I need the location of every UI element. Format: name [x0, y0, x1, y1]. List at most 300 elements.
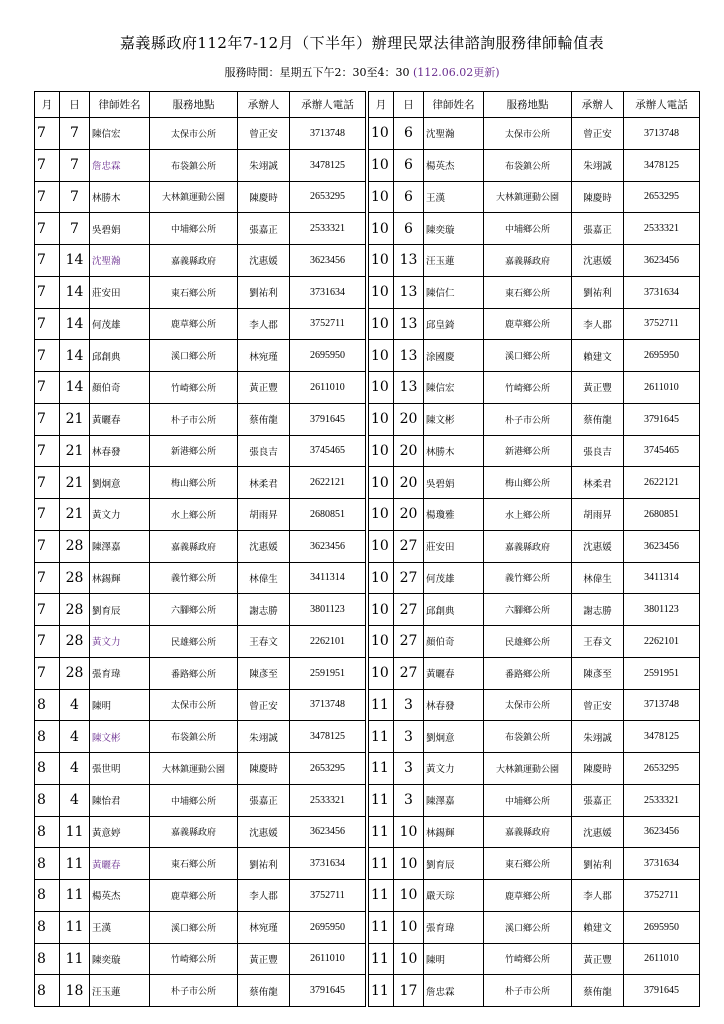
table-row	[35, 435, 366, 467]
day-cell: 14	[60, 276, 90, 308]
month-cell: 7	[35, 213, 60, 245]
lawyer-name-cell: 汪玉蓮	[90, 975, 150, 1007]
table-row	[369, 626, 700, 658]
phone-cell: 3713748	[624, 689, 700, 721]
month-cell: 10	[369, 657, 394, 689]
table-row	[35, 943, 366, 975]
staff-cell: 沈惠媛	[572, 530, 624, 562]
location-cell: 東石鄉公所	[150, 848, 238, 880]
lawyer-name-cell: 林錫輝	[90, 562, 150, 594]
day-cell: 11	[60, 880, 90, 912]
day-cell: 4	[60, 753, 90, 785]
table-row	[369, 308, 700, 340]
schedule-body-right	[369, 118, 700, 1007]
table-row	[369, 657, 700, 689]
location-cell: 溪口鄉公所	[484, 340, 572, 372]
month-cell: 7	[35, 467, 60, 499]
staff-cell: 蔡侑龍	[238, 975, 290, 1007]
day-cell: 10	[394, 943, 424, 975]
month-cell: 10	[369, 435, 394, 467]
staff-cell: 劉祐利	[572, 848, 624, 880]
lawyer-name-cell: 沈聖瀚	[424, 118, 484, 150]
lawyer-name-cell: 莊安田	[90, 276, 150, 308]
phone-cell: 2611010	[290, 943, 366, 975]
header-month: 月	[369, 92, 394, 118]
staff-cell: 朱翊誠	[572, 721, 624, 753]
staff-cell: 陳彥至	[238, 657, 290, 689]
day-cell: 27	[394, 626, 424, 658]
month-cell: 10	[369, 562, 394, 594]
phone-cell: 3713748	[290, 118, 366, 150]
staff-cell: 黃正豐	[572, 943, 624, 975]
day-cell: 3	[394, 784, 424, 816]
day-cell: 13	[394, 308, 424, 340]
month-cell: 10	[369, 499, 394, 531]
header-phone: 承辦人電話	[624, 92, 700, 118]
month-cell: 7	[35, 594, 60, 626]
phone-cell: 2533321	[290, 784, 366, 816]
location-cell: 溪口鄉公所	[150, 340, 238, 372]
table-row	[369, 975, 700, 1007]
staff-cell: 謝志勝	[572, 594, 624, 626]
schedule-body-left	[35, 118, 366, 1007]
phone-cell: 3478125	[624, 149, 700, 181]
table-row	[369, 721, 700, 753]
lawyer-name-cell: 陳奕璇	[90, 943, 150, 975]
location-cell: 太保市公所	[484, 118, 572, 150]
day-cell: 20	[394, 467, 424, 499]
page-title: 嘉義縣政府112年7-12月（下半年）辦理民眾法律諮詢服務律師輪值表	[119, 34, 605, 52]
day-cell: 28	[60, 626, 90, 658]
lawyer-name-cell: 楊英杰	[90, 880, 150, 912]
lawyer-name-cell: 邱創典	[424, 594, 484, 626]
table-row	[369, 340, 700, 372]
month-cell: 10	[369, 467, 394, 499]
lawyer-name-cell: 詹忠霖	[90, 149, 150, 181]
phone-cell: 3623456	[290, 530, 366, 562]
staff-cell: 陳慶時	[572, 181, 624, 213]
location-cell: 朴子市公所	[484, 403, 572, 435]
month-cell: 10	[369, 594, 394, 626]
update-note: (112.06.02更新)	[412, 66, 500, 79]
location-cell: 水上鄉公所	[484, 499, 572, 531]
day-cell: 10	[394, 816, 424, 848]
table-row	[35, 149, 366, 181]
table-row	[35, 340, 366, 372]
phone-cell: 2611010	[290, 372, 366, 404]
location-cell: 竹崎鄉公所	[484, 943, 572, 975]
location-cell: 番路鄉公所	[484, 657, 572, 689]
lawyer-name-cell: 黃曬春	[90, 848, 150, 880]
location-cell: 竹崎鄉公所	[150, 943, 238, 975]
phone-cell: 3623456	[624, 816, 700, 848]
day-cell: 21	[60, 499, 90, 531]
phone-cell: 3478125	[290, 149, 366, 181]
location-cell: 新港鄉公所	[484, 435, 572, 467]
lawyer-name-cell: 林春發	[90, 435, 150, 467]
lawyer-name-cell: 陳明	[90, 689, 150, 721]
table-row	[369, 753, 700, 785]
staff-cell: 張嘉正	[572, 784, 624, 816]
phone-cell: 2533321	[624, 213, 700, 245]
phone-cell: 2695950	[290, 340, 366, 372]
day-cell: 14	[60, 245, 90, 277]
month-cell: 10	[369, 308, 394, 340]
month-cell: 11	[369, 848, 394, 880]
phone-cell: 3801123	[290, 594, 366, 626]
month-cell: 7	[35, 276, 60, 308]
location-cell: 大林鎮運動公園	[484, 181, 572, 213]
day-cell: 11	[60, 911, 90, 943]
location-cell: 水上鄉公所	[150, 499, 238, 531]
lawyer-name-cell: 陳明	[424, 943, 484, 975]
header-staff: 承辦人	[238, 92, 290, 118]
lawyer-name-cell: 陳信宏	[424, 372, 484, 404]
header-location: 服務地點	[484, 92, 572, 118]
phone-cell: 2695950	[624, 911, 700, 943]
day-cell: 11	[60, 848, 90, 880]
lawyer-name-cell: 劉炯意	[90, 467, 150, 499]
month-cell: 10	[369, 340, 394, 372]
location-cell: 民雄鄉公所	[484, 626, 572, 658]
month-cell: 7	[35, 626, 60, 658]
staff-cell: 曾正安	[238, 689, 290, 721]
phone-cell: 2591951	[290, 657, 366, 689]
staff-cell: 張嘉正	[572, 213, 624, 245]
month-cell: 8	[35, 911, 60, 943]
location-cell: 布袋鎮公所	[150, 721, 238, 753]
table-row	[369, 530, 700, 562]
month-cell: 11	[369, 943, 394, 975]
day-cell: 7	[60, 149, 90, 181]
lawyer-name-cell: 王漢	[424, 181, 484, 213]
day-cell: 6	[394, 181, 424, 213]
month-cell: 10	[369, 372, 394, 404]
table-row	[369, 467, 700, 499]
day-cell: 6	[394, 213, 424, 245]
month-cell: 7	[35, 562, 60, 594]
table-row	[35, 181, 366, 213]
table-row	[369, 181, 700, 213]
month-cell: 7	[35, 435, 60, 467]
lawyer-name-cell: 陳文彬	[424, 403, 484, 435]
staff-cell: 賴建文	[572, 340, 624, 372]
table-row	[369, 689, 700, 721]
location-cell: 中埔鄉公所	[150, 213, 238, 245]
lawyer-name-cell: 劉育辰	[424, 848, 484, 880]
day-cell: 6	[394, 118, 424, 150]
staff-cell: 李人郡	[238, 308, 290, 340]
day-cell: 28	[60, 594, 90, 626]
lawyer-name-cell: 詹忠霖	[424, 975, 484, 1007]
day-cell: 10	[394, 880, 424, 912]
staff-cell: 張良吉	[572, 435, 624, 467]
day-cell: 10	[394, 911, 424, 943]
lawyer-name-cell: 張世明	[90, 753, 150, 785]
month-cell: 10	[369, 118, 394, 150]
lawyer-name-cell: 邱創典	[90, 340, 150, 372]
phone-cell: 2591951	[624, 657, 700, 689]
staff-cell: 劉祐利	[572, 276, 624, 308]
day-cell: 28	[60, 530, 90, 562]
table-row	[35, 657, 366, 689]
day-cell: 3	[394, 721, 424, 753]
staff-cell: 朱翊誠	[572, 149, 624, 181]
staff-cell: 陳慶時	[238, 181, 290, 213]
day-cell: 28	[60, 562, 90, 594]
day-cell: 14	[60, 308, 90, 340]
staff-cell: 蔡侑龍	[572, 403, 624, 435]
location-cell: 義竹鄉公所	[150, 562, 238, 594]
phone-cell: 3713748	[290, 689, 366, 721]
table-row	[35, 721, 366, 753]
header-day: 日	[394, 92, 424, 118]
lawyer-name-cell: 陳澤嘉	[90, 530, 150, 562]
phone-cell: 3623456	[290, 245, 366, 277]
location-cell: 朴子市公所	[150, 975, 238, 1007]
month-cell: 7	[35, 118, 60, 150]
day-cell: 4	[60, 721, 90, 753]
phone-cell: 2680851	[624, 499, 700, 531]
table-header-row	[35, 92, 366, 118]
staff-cell: 胡雨昇	[572, 499, 624, 531]
location-cell: 中埔鄉公所	[484, 213, 572, 245]
lawyer-name-cell: 吳碧娟	[424, 467, 484, 499]
lawyer-name-cell: 莊安田	[424, 530, 484, 562]
lawyer-name-cell: 黃文力	[90, 499, 150, 531]
lawyer-name-cell: 吳碧娟	[90, 213, 150, 245]
location-cell: 新港鄉公所	[150, 435, 238, 467]
month-cell: 10	[369, 245, 394, 277]
staff-cell: 沈惠媛	[238, 245, 290, 277]
month-cell: 7	[35, 499, 60, 531]
day-cell: 7	[60, 213, 90, 245]
staff-cell: 李人郡	[238, 880, 290, 912]
table-row	[369, 403, 700, 435]
table-row	[35, 308, 366, 340]
day-cell: 18	[60, 975, 90, 1007]
day-cell: 3	[394, 689, 424, 721]
month-cell: 7	[35, 181, 60, 213]
table-row	[369, 118, 700, 150]
staff-cell: 王春文	[572, 626, 624, 658]
table-row	[35, 784, 366, 816]
table-row	[369, 816, 700, 848]
table-row	[35, 118, 366, 150]
location-cell: 番路鄉公所	[150, 657, 238, 689]
staff-cell: 賴建文	[572, 911, 624, 943]
lawyer-name-cell: 何茂雄	[90, 308, 150, 340]
phone-cell: 2262101	[624, 626, 700, 658]
month-cell: 7	[35, 340, 60, 372]
staff-cell: 沈惠媛	[238, 530, 290, 562]
lawyer-name-cell: 楊英杰	[424, 149, 484, 181]
lawyer-name-cell: 林春發	[424, 689, 484, 721]
staff-cell: 蔡侑龍	[238, 403, 290, 435]
location-cell: 竹崎鄉公所	[484, 372, 572, 404]
location-cell: 嘉義縣政府	[484, 816, 572, 848]
lawyer-name-cell: 楊瓊雅	[424, 499, 484, 531]
schedule-table-right	[368, 91, 700, 1007]
lawyer-name-cell: 黃曬春	[90, 403, 150, 435]
staff-cell: 曾正安	[572, 689, 624, 721]
staff-cell: 黃正豐	[572, 372, 624, 404]
phone-cell: 3752711	[624, 308, 700, 340]
month-cell: 8	[35, 689, 60, 721]
month-cell: 11	[369, 784, 394, 816]
staff-cell: 張嘉正	[238, 784, 290, 816]
location-cell: 嘉義縣政府	[150, 816, 238, 848]
phone-cell: 3791645	[290, 403, 366, 435]
day-cell: 21	[60, 435, 90, 467]
month-cell: 7	[35, 308, 60, 340]
phone-cell: 3791645	[624, 975, 700, 1007]
location-cell: 鹿草鄉公所	[484, 880, 572, 912]
month-cell: 7	[35, 149, 60, 181]
day-cell: 27	[394, 562, 424, 594]
phone-cell: 3731634	[624, 276, 700, 308]
day-cell: 13	[394, 276, 424, 308]
table-row	[35, 594, 366, 626]
day-cell: 10	[394, 848, 424, 880]
month-cell: 8	[35, 975, 60, 1007]
phone-cell: 2262101	[290, 626, 366, 658]
location-cell: 梅山鄉公所	[484, 467, 572, 499]
day-cell: 27	[394, 594, 424, 626]
table-row	[369, 911, 700, 943]
day-cell: 7	[60, 181, 90, 213]
phone-cell: 3411314	[624, 562, 700, 594]
lawyer-name-cell: 黃文力	[90, 626, 150, 658]
table-header-row	[369, 92, 700, 118]
location-cell: 中埔鄉公所	[484, 784, 572, 816]
location-cell: 鹿草鄉公所	[150, 880, 238, 912]
staff-cell: 蔡侑龍	[572, 975, 624, 1007]
staff-cell: 林偉生	[238, 562, 290, 594]
table-row	[369, 149, 700, 181]
table-row	[369, 943, 700, 975]
staff-cell: 黃正豐	[238, 943, 290, 975]
phone-cell: 3731634	[290, 276, 366, 308]
day-cell: 21	[60, 403, 90, 435]
staff-cell: 沈惠媛	[238, 816, 290, 848]
lawyer-name-cell: 沈聖瀚	[90, 245, 150, 277]
header-lawyer: 律師姓名	[424, 92, 484, 118]
day-cell: 20	[394, 403, 424, 435]
phone-cell: 2695950	[624, 340, 700, 372]
phone-cell: 2533321	[624, 784, 700, 816]
table-row	[35, 848, 366, 880]
lawyer-name-cell: 涂國慶	[424, 340, 484, 372]
month-cell: 10	[369, 276, 394, 308]
phone-cell: 2622121	[624, 467, 700, 499]
day-cell: 4	[60, 784, 90, 816]
location-cell: 中埔鄉公所	[150, 784, 238, 816]
lawyer-name-cell: 王漢	[90, 911, 150, 943]
table-row	[35, 689, 366, 721]
lawyer-name-cell: 陳文彬	[90, 721, 150, 753]
day-cell: 27	[394, 530, 424, 562]
lawyer-name-cell: 林勝木	[424, 435, 484, 467]
staff-cell: 沈惠媛	[572, 816, 624, 848]
lawyer-name-cell: 黃意婷	[90, 816, 150, 848]
table-row	[369, 372, 700, 404]
lawyer-name-cell: 顏伯奇	[424, 626, 484, 658]
month-cell: 7	[35, 530, 60, 562]
table-row	[369, 784, 700, 816]
staff-cell: 黃正豐	[238, 372, 290, 404]
table-row	[369, 880, 700, 912]
day-cell: 27	[394, 657, 424, 689]
location-cell: 太保市公所	[484, 689, 572, 721]
table-row	[369, 276, 700, 308]
location-cell: 梅山鄉公所	[150, 467, 238, 499]
location-cell: 嘉義縣政府	[150, 245, 238, 277]
staff-cell: 王春文	[238, 626, 290, 658]
lawyer-name-cell: 邱皇錡	[424, 308, 484, 340]
location-cell: 太保市公所	[150, 118, 238, 150]
lawyer-name-cell: 陳澤嘉	[424, 784, 484, 816]
month-cell: 11	[369, 816, 394, 848]
staff-cell: 李人郡	[572, 880, 624, 912]
day-cell: 20	[394, 499, 424, 531]
table-row	[35, 467, 366, 499]
phone-cell: 3745465	[290, 435, 366, 467]
location-cell: 六腳鄉公所	[484, 594, 572, 626]
phone-cell: 3745465	[624, 435, 700, 467]
phone-cell: 3623456	[624, 245, 700, 277]
month-cell: 11	[369, 975, 394, 1007]
month-cell: 7	[35, 245, 60, 277]
location-cell: 鹿草鄉公所	[150, 308, 238, 340]
staff-cell: 劉祐利	[238, 848, 290, 880]
table-row	[35, 499, 366, 531]
phone-cell: 3752711	[290, 308, 366, 340]
day-cell: 14	[60, 340, 90, 372]
staff-cell: 林宛瑾	[238, 340, 290, 372]
location-cell: 鹿草鄉公所	[484, 308, 572, 340]
location-cell: 溪口鄉公所	[150, 911, 238, 943]
staff-cell: 林宛瑾	[238, 911, 290, 943]
lawyer-name-cell: 黃曬春	[424, 657, 484, 689]
month-cell: 10	[369, 626, 394, 658]
header-phone: 承辦人電話	[290, 92, 366, 118]
table-row	[369, 213, 700, 245]
lawyer-name-cell: 顏伯奇	[90, 372, 150, 404]
table-row	[35, 753, 366, 785]
month-cell: 8	[35, 784, 60, 816]
schedule-table-left	[34, 91, 366, 1007]
month-cell: 11	[369, 689, 394, 721]
phone-cell: 3791645	[290, 975, 366, 1007]
table-row	[35, 562, 366, 594]
location-cell: 太保市公所	[150, 689, 238, 721]
phone-cell: 3478125	[290, 721, 366, 753]
day-cell: 4	[60, 689, 90, 721]
month-cell: 10	[369, 403, 394, 435]
phone-cell: 2653295	[290, 181, 366, 213]
table-row	[35, 880, 366, 912]
location-cell: 大林鎮運動公園	[150, 753, 238, 785]
month-cell: 11	[369, 880, 394, 912]
location-cell: 大林鎮運動公園	[150, 181, 238, 213]
staff-cell: 胡雨昇	[238, 499, 290, 531]
header-month: 月	[35, 92, 60, 118]
location-cell: 竹崎鄉公所	[150, 372, 238, 404]
lawyer-name-cell: 張育瑋	[424, 911, 484, 943]
location-cell: 布袋鎮公所	[150, 149, 238, 181]
table-row	[35, 626, 366, 658]
